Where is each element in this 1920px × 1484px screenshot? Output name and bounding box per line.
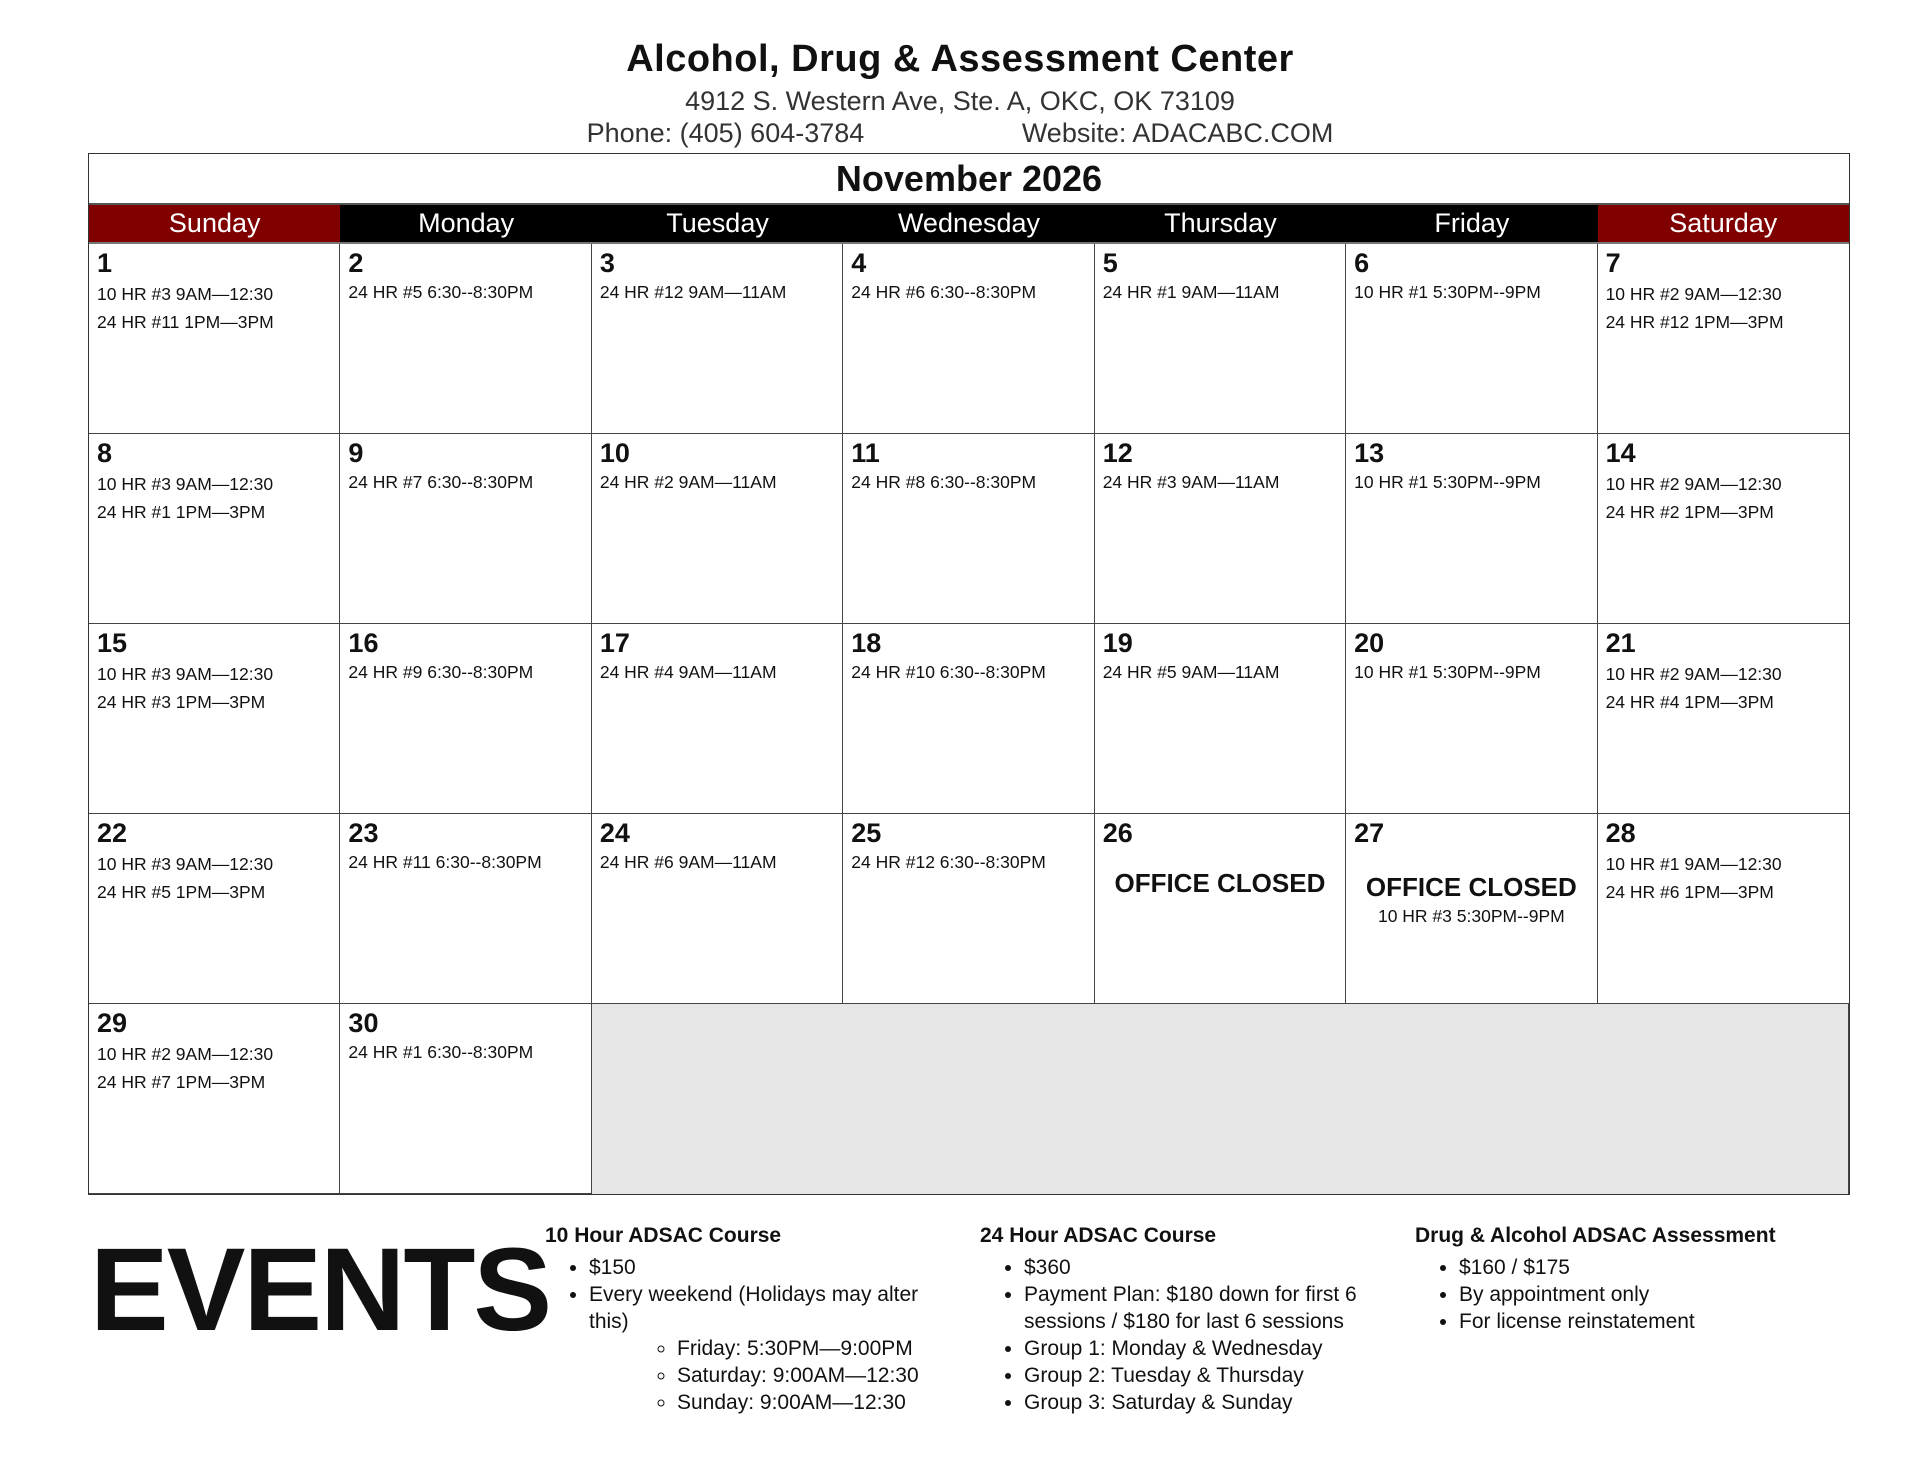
- day-number: 1: [97, 248, 113, 278]
- section-heading: 24 Hour ADSAC Course: [980, 1224, 1217, 1247]
- address: 4912 S. Western Ave, Ste. A, OKC, OK 73109: [685, 86, 1235, 116]
- event-entry: 10 HR #1 9AM—12:30: [1605, 854, 1782, 874]
- event-entry: 24 HR #2 9AM—11AM: [599, 472, 777, 492]
- event-entry: 24 HR #7 6:30--8:30PM: [348, 472, 534, 492]
- event-entry: 24 HR #1 9AM—11AM: [1102, 282, 1280, 302]
- day-number: 22: [97, 818, 128, 848]
- list-item: • Group 3: Saturday & Sunday: [1024, 1389, 1380, 1416]
- list-item: • $360: [1024, 1254, 1380, 1281]
- event-entry: 24 HR #4 9AM—11AM: [599, 662, 777, 682]
- event-entry: 24 HR #1 6:30--8:30PM: [348, 1042, 534, 1062]
- event-entry: 10 HR #3 5:30PM--9PM: [1377, 906, 1565, 926]
- day-cell: [1598, 624, 1849, 814]
- day-number: 15: [97, 628, 128, 658]
- sub-list-item: ◦ Sunday: 9:00AM—12:30: [677, 1389, 935, 1416]
- day-cell: [592, 434, 843, 624]
- day-cell: [1346, 624, 1597, 814]
- day-cell: [340, 434, 591, 624]
- event-entry: 24 HR #5 9AM—11AM: [1102, 662, 1280, 682]
- center-name: Alcohol, Drug & Assessment Center: [626, 38, 1294, 80]
- office-closed-label: OFFICE CLOSED: [1114, 868, 1326, 898]
- day-cell: [843, 434, 1094, 624]
- day-number: 26: [1102, 818, 1133, 848]
- day-number: 28: [1605, 818, 1636, 848]
- event-entry: 24 HR #7 1PM—3PM: [97, 1072, 266, 1092]
- section-heading: Drug & Alcohol ADSAC Assessment: [1415, 1224, 1776, 1247]
- section-list: [1415, 1254, 1805, 1335]
- day-number: 29: [97, 1008, 128, 1038]
- list-item: • Payment Plan: $180 down for first 6 sessions / $180 for last 6 sessions: [1024, 1281, 1380, 1335]
- calendar: [88, 153, 1850, 1195]
- phone: Phone: (405) 604-3784: [586, 118, 865, 148]
- section-heading: 10 Hour ADSAC Course: [545, 1224, 782, 1247]
- day-cell: [1095, 244, 1346, 434]
- day-number: 23: [348, 818, 379, 848]
- day-cell: [1346, 244, 1597, 434]
- day-cell: [340, 814, 591, 1004]
- event-entry: 10 HR #2 9AM—12:30: [1605, 474, 1782, 494]
- empty-days: [592, 1004, 1849, 1194]
- day-number: 5: [1102, 248, 1118, 278]
- day-cell: [843, 244, 1094, 434]
- event-entry: 24 HR #3 1PM—3PM: [97, 692, 266, 712]
- day-number: 3: [599, 248, 615, 278]
- event-entry: 10 HR #1 5:30PM--9PM: [1354, 472, 1541, 492]
- day-cell: [1095, 434, 1346, 624]
- weekday-header-row: [89, 205, 1849, 242]
- list-item: • For license reinstatement: [1459, 1308, 1805, 1335]
- day-cell: [843, 814, 1094, 1004]
- day-number: 21: [1605, 628, 1636, 658]
- event-entry: 10 HR #3 9AM—12:30: [97, 664, 274, 684]
- day-number: 2: [348, 248, 364, 278]
- event-section: [980, 1222, 1380, 1416]
- events-title: EVENTS: [90, 1224, 551, 1356]
- event-entry: 24 HR #12 1PM—3PM: [1605, 312, 1784, 332]
- weekday-friday: Friday: [1346, 205, 1597, 242]
- day-cell: [592, 624, 843, 814]
- day-number: 10: [599, 438, 630, 468]
- day-number: 20: [1354, 628, 1385, 658]
- event-entry: 10 HR #1 5:30PM--9PM: [1354, 282, 1541, 302]
- day-number: 17: [599, 628, 630, 658]
- event-entry: 24 HR #3 9AM—11AM: [1102, 472, 1280, 492]
- day-cell: [89, 814, 340, 1004]
- website: Website: ADACABC.COM: [1021, 118, 1334, 148]
- day-cell: [1346, 434, 1597, 624]
- weekday-thursday: Thursday: [1095, 205, 1346, 242]
- event-entry: 24 HR #11 1PM—3PM: [97, 312, 274, 332]
- list-item: • Group 1: Monday & Wednesday: [1024, 1335, 1380, 1362]
- event-entry: 10 HR #3 9AM—12:30: [97, 474, 274, 494]
- sub-list-item: ◦ Friday: 5:30PM—9:00PM: [677, 1335, 935, 1362]
- event-entry: 24 HR #6 9AM—11AM: [599, 852, 777, 872]
- day-number: 6: [1354, 248, 1370, 278]
- sub-list-item: ◦ Saturday: 9:00AM—12:30: [677, 1362, 935, 1389]
- event-entry: 24 HR #10 6:30--8:30PM: [851, 662, 1046, 682]
- weekday-monday: Monday: [340, 205, 591, 242]
- event-entry: 10 HR #3 9AM—12:30: [97, 284, 274, 304]
- day-cell: [89, 1004, 340, 1194]
- day-number: 14: [1605, 438, 1636, 468]
- event-entry: 24 HR #6 1PM—3PM: [1605, 882, 1774, 902]
- day-number: 16: [348, 628, 379, 658]
- day-cell: [1346, 814, 1597, 1004]
- event-entry: 24 HR #9 6:30--8:30PM: [348, 662, 534, 682]
- office-closed-label: OFFICE CLOSED: [1365, 872, 1577, 902]
- sub-list: [589, 1335, 935, 1416]
- day-cell: [89, 624, 340, 814]
- event-entry: 10 HR #1 5:30PM--9PM: [1354, 662, 1541, 682]
- day-cell: [843, 624, 1094, 814]
- day-number: 8: [97, 438, 113, 468]
- day-number: 12: [1102, 438, 1133, 468]
- event-entry: 10 HR #2 9AM—12:30: [1605, 284, 1782, 304]
- list-item: • Every weekend (Holidays may alter this): [589, 1281, 935, 1335]
- day-cell: [89, 244, 340, 434]
- event-entry: 24 HR #4 1PM—3PM: [1605, 692, 1774, 712]
- day-cell: [340, 624, 591, 814]
- day-number: 18: [851, 628, 882, 658]
- day-number: 27: [1354, 818, 1385, 848]
- list-item: • Group 2: Tuesday & Thursday: [1024, 1362, 1380, 1389]
- section-list: [545, 1254, 935, 1416]
- day-cell: [1598, 244, 1849, 434]
- day-cell: [592, 814, 843, 1004]
- event-entry: 10 HR #2 9AM—12:30: [97, 1044, 274, 1064]
- event-entry: 24 HR #12 6:30--8:30PM: [851, 852, 1046, 872]
- day-cell: [340, 244, 591, 434]
- section-list: [980, 1254, 1380, 1416]
- month-title: November 2026: [89, 154, 1849, 205]
- day-cell: [1598, 434, 1849, 624]
- event-entry: 24 HR #5 1PM—3PM: [97, 882, 266, 902]
- day-cell: [89, 434, 340, 624]
- list-item: • By appointment only: [1459, 1281, 1805, 1308]
- event-entry: 24 HR #2 1PM—3PM: [1605, 502, 1774, 522]
- list-item: • $160 / $175: [1459, 1254, 1805, 1281]
- day-number: 11: [851, 438, 880, 468]
- day-cell: [1598, 814, 1849, 1004]
- event-entry: 24 HR #6 6:30--8:30PM: [851, 282, 1037, 302]
- day-number: 9: [348, 438, 364, 468]
- weekday-wednesday: Wednesday: [843, 205, 1094, 242]
- calendar-grid: [89, 242, 1849, 1194]
- weekday-saturday: Saturday: [1598, 205, 1849, 242]
- day-number: 30: [348, 1008, 379, 1038]
- event-entry: 10 HR #3 9AM—12:30: [97, 854, 274, 874]
- event-section: [545, 1222, 935, 1416]
- weekday-sunday: Sunday: [89, 205, 340, 242]
- event-entry: 24 HR #1 1PM—3PM: [97, 502, 266, 522]
- day-cell: [340, 1004, 591, 1194]
- event-entry: 24 HR #5 6:30--8:30PM: [348, 282, 534, 302]
- day-number: 24: [599, 818, 630, 848]
- day-cell: [1095, 814, 1346, 1004]
- event-entry: 10 HR #2 9AM—12:30: [1605, 664, 1782, 684]
- contact-line: [0, 118, 1920, 149]
- weekday-tuesday: Tuesday: [592, 205, 843, 242]
- day-number: 25: [851, 818, 882, 848]
- event-entry: 24 HR #8 6:30--8:30PM: [851, 472, 1037, 492]
- day-number: 4: [851, 248, 867, 278]
- list-item: • $150: [589, 1254, 935, 1281]
- event-entry: 24 HR #11 6:30--8:30PM: [348, 852, 542, 872]
- event-entry: 24 HR #12 9AM—11AM: [599, 282, 787, 302]
- day-number: 7: [1605, 248, 1621, 278]
- day-number: 13: [1354, 438, 1385, 468]
- event-section: [1415, 1222, 1805, 1335]
- day-cell: [1095, 624, 1346, 814]
- day-number: 19: [1102, 628, 1133, 658]
- day-cell: [592, 244, 843, 434]
